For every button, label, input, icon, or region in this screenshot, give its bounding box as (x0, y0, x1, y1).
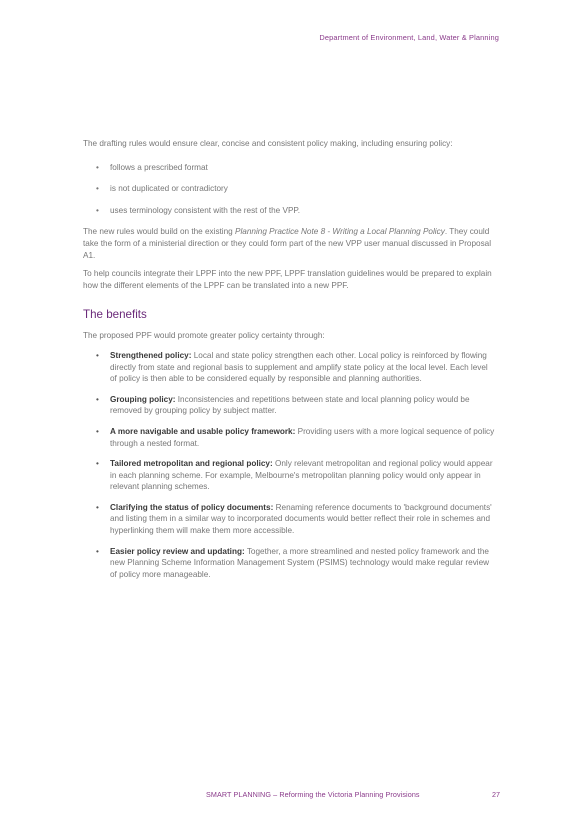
benefit-title: Strengthened policy: (110, 350, 192, 360)
drafting-rules-list (83, 162, 496, 217)
section-heading: The benefits (83, 308, 147, 322)
benefit-text: Together, a more streamlined and nested policy framework and the new Planning Scheme Information Management System (PSIMS) technology would make regular review of policy more manageable. (110, 546, 490, 579)
list-item (96, 546, 496, 581)
benefits-list (83, 350, 496, 581)
practice-note-reference: Planning Practice Note 8 - Writing a Local Planning Policy (235, 227, 445, 237)
list-item (96, 458, 496, 493)
list-item: • follows a prescribed format (96, 162, 496, 174)
benefit-text: Renaming reference documents to 'background documents' and listing them in a similar way to incorporated documents would better reflect their role in schemes and hyperlinking them will make them more accessible. (110, 502, 492, 536)
benefit-text: Only relevant metropolitan and regional policy would appear in each planning scheme. For example, Melbourne's metropolitan planning policy would only appear in relevant planning schemes. (110, 459, 493, 492)
list-item (96, 502, 496, 537)
department-header: Department of Environment, Land, Water & Planning (319, 33, 499, 42)
benefit-text: Inconsistencies and repetitions between state and local planning policy would be removed by grouping policy by subject matter. (110, 394, 470, 416)
benefit-title: Clarifying the status of policy documents: (110, 502, 274, 512)
list-item: • uses terminology consistent with the rest of the VPP. (96, 205, 496, 217)
list-item: • is not duplicated or contradictory (96, 183, 496, 195)
benefit-title: Tailored metropolitan and regional policy: (110, 459, 273, 469)
benefit-text: Local and state policy strengthen each other. Local policy is reinforced by flowing directly from state and regional basis to supplement and amplify state policy at the local level. Each level of policy is then able to be considered equally by responsible and planning authorities. (110, 350, 488, 384)
drafting-intro: The drafting rules would ensure clear, concise and consistent policy making, including ensuring policy: (83, 139, 453, 148)
benefit-text: Providing users with a more logical sequence of policy through a nested format. (110, 426, 495, 448)
list-item (96, 350, 496, 385)
list-item (96, 394, 496, 417)
page-number: 27 (492, 790, 500, 799)
footer-title: SMART PLANNING – Reforming the Victoria Planning Provisions (206, 790, 420, 799)
benefit-title: A more navigable and usable policy framework: (110, 426, 296, 436)
list-item (96, 426, 496, 449)
benefit-title: Grouping policy: (110, 394, 176, 404)
page-content (83, 138, 496, 589)
benefits-intro: The proposed PPF would promote greater policy certainty through: (83, 331, 325, 341)
drafting-paragraph: The new rules would build on the existing Planning Practice Note 8 - Writing a Local Planning Policy. They could take the form of a ministerial direction or they could form part of the new VPP user manual discussed in Proposal A1. (83, 227, 492, 260)
benefit-title: Easier policy review and updating: (110, 546, 245, 556)
translation-paragraph: To help councils integrate their LPPF into the new PPF, LPPF translation guidelines would be prepared to explain how the different elements of the LPPF can be translated into a new PPF. (83, 269, 492, 290)
